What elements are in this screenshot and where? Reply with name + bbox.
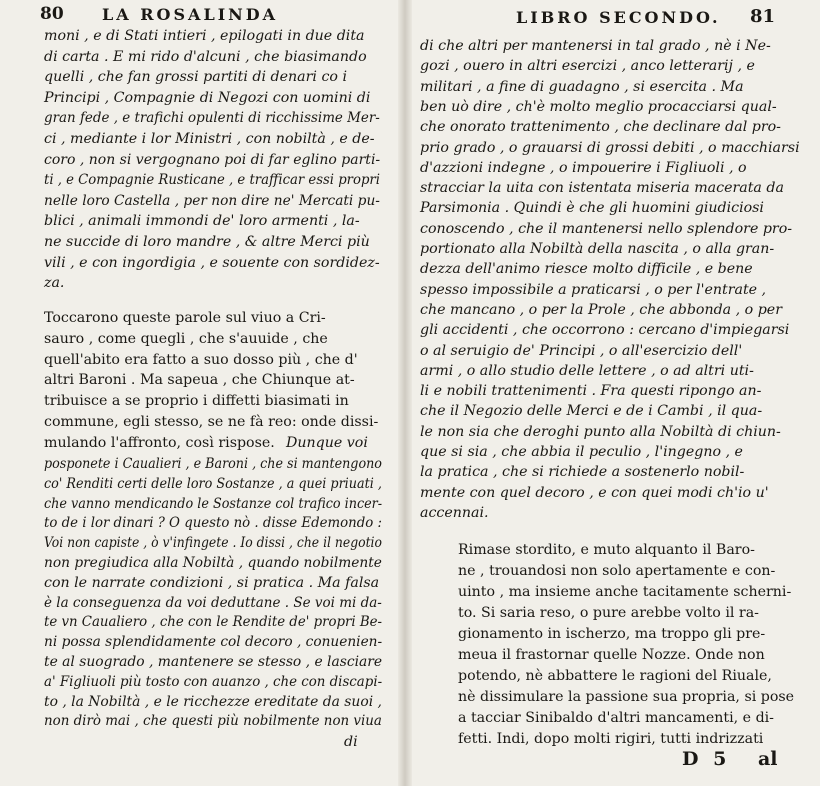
text-line: o al seruigio de' Principi , o all'esercizio dell': [420, 342, 743, 359]
text-line: quelli , che fan grossi partiti di denari co i: [44, 69, 347, 86]
right-page-number: 81: [750, 6, 776, 27]
text-line: di che altri per mantenersi in tal grado , nè i Ne-: [420, 38, 771, 54]
text-line: que si sia , che abbia il peculio , l'ingegno , e: [420, 444, 743, 460]
left-page-number: 80: [40, 4, 64, 24]
text-line: che vanno mendicando le Sostanze col trafico incer-: [44, 495, 383, 512]
text-line: co' Renditi certi delle loro Sostanze , a quei priuati ,: [44, 475, 382, 492]
text-line: sauro , come quegli , che s'auuide , che: [44, 330, 328, 347]
book-gutter: [398, 0, 412, 786]
text-line: commune, egli stesso, se ne fà reo: onde dissi-: [44, 414, 379, 430]
text-line: Principi , Compagnie di Negozi con uomini di: [44, 89, 371, 106]
text-line: la pratica , che si richiede a sostenerlo nobil-: [420, 464, 745, 481]
right-running-title: LIBRO SECONDO.: [516, 8, 721, 27]
text-line: to de i lor dinari ? O questo nò . disse Edemondo :: [44, 515, 382, 532]
text-line: Toccarono queste parole sul viuo a Cri-: [44, 310, 326, 326]
text-line: nè dissimulare la passione sua propria, si pose: [458, 689, 795, 705]
text-line: d'azzioni indegne , o impouerire i Figliuoli , o: [420, 159, 747, 176]
text-line: ne , trouandosi non solo apertamente e con-: [458, 563, 776, 579]
left-running-title: LA ROSALINDA: [102, 5, 279, 24]
text-line: potendo, nè abbattere le ragioni del Riuale,: [458, 668, 772, 684]
text-line: dezza dell'animo riesce molto difficile , e bene: [420, 261, 753, 278]
text-line: gli accidenti , che occorrono : cercano d'impiegarsi: [420, 322, 790, 339]
text-line: portionato alla Nobiltà della nascita , o alla gran-: [420, 241, 775, 257]
text-line: con le narrate condizioni , si pratica . Ma falsa: [44, 574, 380, 591]
text-line: militari , a fine di guadagno , si esercita . Ma: [420, 78, 744, 95]
text-line: fetti. Indi, dopo molti rigiri, tutti indrizzati: [458, 731, 764, 747]
text-line: tribuisce a se proprio i diffetti biasimati in: [44, 393, 349, 410]
text-line: a tacciar Sinibaldo d'altri mancamenti, e di-: [458, 710, 774, 726]
text-line: spesso impossibile a praticarsi , o per l'entrate ,: [420, 281, 767, 298]
text-line: che il Negozio delle Merci e de i Cambi , il qua-: [420, 403, 763, 420]
text-line: conoscendo , che il mantenersi nello splendore pro-: [420, 220, 793, 237]
text-line: nelle loro Castella , per non dire ne' Mercati pu-: [44, 192, 380, 209]
text-line: quell'abito era fatto a suo dosso più , che d': [44, 351, 358, 368]
text-line: a' Figliuoli più tosto con auanzo , che con discapi-: [44, 673, 383, 690]
text-line: meua il frastornar quelle Nozze. Onde non: [458, 647, 765, 663]
text-line: uinto , ma insieme anche tacitamente scherni-: [458, 584, 792, 600]
text-line: te vn Caualiero , che con le Rendite de' propri Be-: [44, 614, 383, 631]
text-line: prio grado , o grauarsi di grossi debiti , o macchiarsi: [420, 139, 800, 156]
text-line: che onorato trattenimento , che declinare dal pro-: [420, 119, 781, 136]
text-line: za.: [44, 275, 65, 292]
text-line: ti , e Compagnie Rusticane , e trafficar essi propri: [44, 172, 380, 189]
text-line: to , la Nobiltà , e le ricchezze ereditate da suoi ,: [44, 693, 382, 710]
text-line: che mancano , o per la Prole , che abbonda , o per: [420, 301, 782, 318]
text-line: ni possa splendidamente col decoro , conuenien-: [44, 634, 383, 651]
text-line: moni , e di Stati intieri , epilogati in due dita: [44, 28, 365, 44]
text-line: li e nobili trattenimenti . Fra questi ripongo an-: [420, 383, 762, 400]
left-page: [0, 0, 398, 786]
text-line: mulando l'affronto, così rispose.: [44, 434, 275, 451]
text-line: stracciar la uita con istentata miseria macerata da: [420, 180, 784, 197]
text-line: Dunque voi: [286, 434, 368, 451]
text-line: non dirò mai , che questi più nobilmente non viua: [44, 713, 382, 730]
text-line: gozi , ouero in altri esercizi , anco letterarij , e: [420, 58, 755, 75]
text-line: ben uò dire , ch'è molto meglio procacciarsi qual-: [420, 98, 777, 115]
text-line: è la conseguenza da voi deduttane . Se voi mi da-: [44, 594, 382, 611]
text-line: gran fede , e trafichi opulenti di ricchissime Mer-: [44, 110, 380, 127]
text-line: accennai.: [420, 504, 489, 521]
text-line: le non sia che deroghi punto alla Nobiltà di chiun-: [420, 423, 781, 440]
text-line: te al suogrado , mantenere se stesso , e lasciare: [44, 654, 383, 670]
text-line: blici , animali immondi de' loro armenti , la-: [44, 213, 360, 230]
right-page: [412, 0, 820, 786]
text-line: non pregiudica alla Nobiltà , quando nobilmente: [44, 555, 382, 571]
text-line: Parsimonia . Quindi è che gli huomini giudiciosi: [420, 200, 764, 217]
text-line: Voi non capiste , ò v'infingete . Io dissi , che il negotio: [44, 535, 382, 552]
text-line: coro , non si vergognano poi di far eglino parti-: [44, 151, 381, 168]
text-line: gionamento in ischerzo, ma troppo gli pre-: [458, 626, 766, 642]
text-line: posponete i Caualieri , e Baroni , che si mantengono: [44, 456, 382, 472]
text-line: ne succide di loro mandre , & altre Merci più: [44, 234, 370, 250]
text-line: altri Baroni . Ma sapeua , che Chiunque at-: [44, 372, 355, 389]
text-line: armi , o allo studio delle lettere , o ad altri uti-: [420, 362, 754, 379]
text-line: vili , e con ingordigia , e souente con sordidez-: [44, 254, 380, 271]
right-catchword: al: [758, 748, 778, 770]
text-line: ci , mediante i lor Ministri , con nobiltà , e de-: [44, 131, 375, 147]
signature-mark: D 5: [682, 748, 731, 770]
text-line: Rimase stordito, e muto alquanto il Baro-: [458, 542, 755, 558]
text-line: to. Si saria reso, o pure arebbe volto il ra-: [458, 605, 759, 621]
left-catchword: di: [344, 734, 358, 750]
text-line: di carta . E mi rido d'alcuni , che biasimando: [44, 48, 367, 65]
text-line: mente con quel decoro , e con quei modi ch'io u': [420, 484, 769, 501]
